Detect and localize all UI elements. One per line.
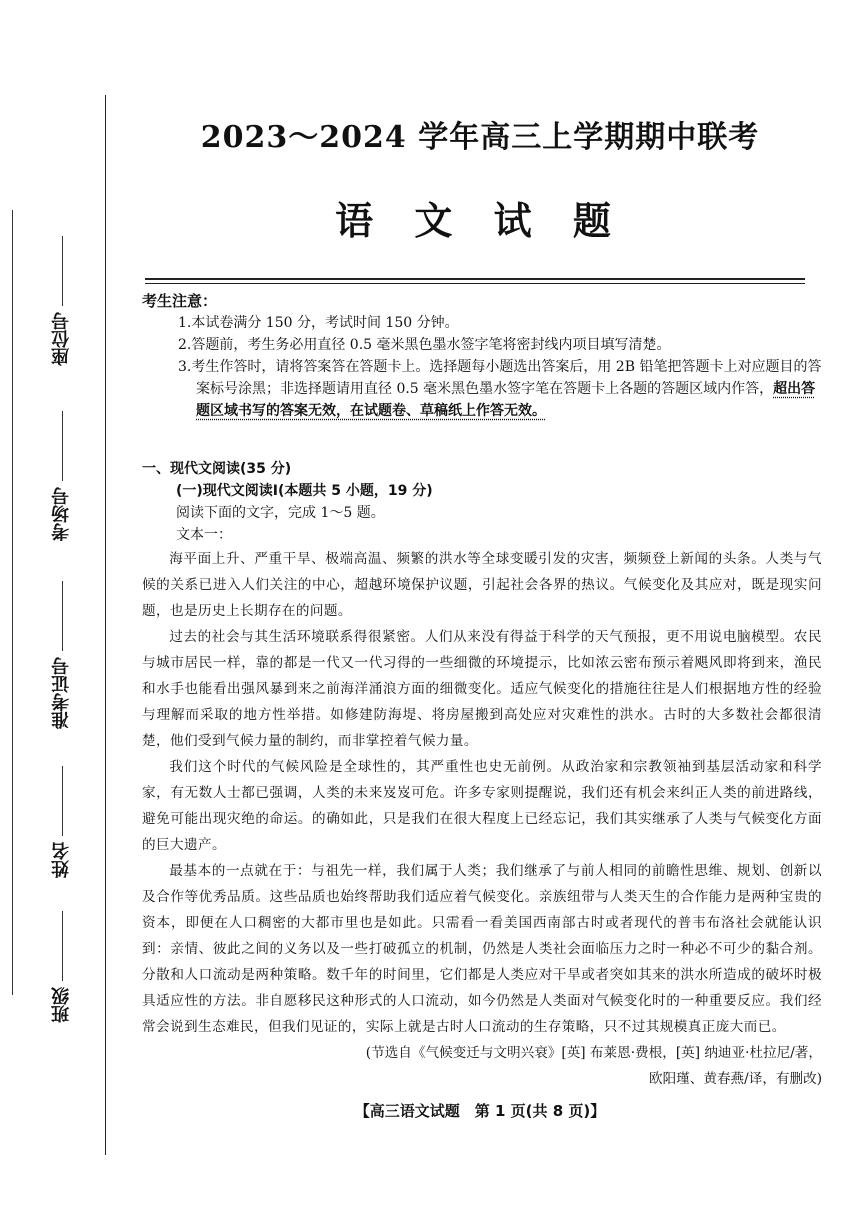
binding-line: [105, 95, 106, 1155]
class-label: 班级: [51, 987, 72, 1023]
exam-subtitle: 语 文 试 题: [335, 198, 625, 243]
subsection-heading: (一)现代文阅读Ⅰ(本题共 5 小题，19 分): [176, 483, 433, 499]
seal-bracket: [12, 210, 41, 995]
notice-emphasis: 超出答题区域书写的答案无效，在试题卷、草稿纸上作答无效。: [196, 381, 816, 419]
header-rule-top: [145, 278, 805, 280]
seat-number-label: 座位号: [51, 312, 72, 366]
passage: [142, 546, 822, 1040]
admission-number-label: 准考证号: [51, 657, 72, 729]
passage-paragraph: 过去的社会与其生活环境联系得很紧密。人们从来没有得益于科学的天气预报，更不用说电脑模型。农民与城市居民一样，靠的都是一代又一代习得的一些细微的环境提示，比如浓云密布预示着飓风即将到来，渔民和水手也能看出强风暴到来之前海洋涌浪方面的细微变化。适应气候变化的措施往往是人们根据地方性的经验与理解而采取的地方性举措。如修建防海堤、将房屋搬到高处应对灾难性的洪水。古时的大多数社会都很清楚，他们受到气候力量的制约，而非掌控着气候力量。: [142, 629, 822, 749]
section-heading: 一、现代文阅读(35 分): [142, 461, 292, 477]
exam-room-label: 考场号: [51, 487, 72, 541]
section-instruction: 阅读下面的文字，完成 1～5 题。: [176, 505, 385, 521]
seat-number-field: [40, 230, 84, 366]
class-field: [40, 905, 84, 1023]
source-citation-line1: (节选自《气候变迁与文明兴衰》[英] 布莱恩·费根，[英] 纳迪亚·杜拉尼/著，: [365, 1045, 822, 1061]
notice-item: [178, 356, 822, 422]
binding-margin: [0, 0, 110, 1227]
header-rule-bottom: [145, 283, 805, 284]
passage-paragraph: 我们这个时代的气候风险是全球性的，其严重性也史无前例。从政治家和宗教领袖到基层活动家和科学家，有无数人士都已强调，人类的未来岌岌可危。许多专家则提醒说，我们还有机会来纠正人类的前进路线，避免可能出现灾绝的命运。的确如此，只是我们在很大程度上已经忘记，我们其实继承了人类与气候变化方面的巨大遗产。: [142, 759, 822, 853]
notice-item: 2.答题前，考生务必用直径 0.5 毫米黑色墨水签字笔将密封线内项目填写清楚。: [178, 337, 671, 353]
exam-title: 2023～2024 学年高三上学期期中联考: [200, 120, 760, 155]
admission-number-field: [40, 575, 84, 729]
passage-paragraph: 海平面上升、严重干旱、极端高温、频繁的洪水等全球变暖引发的灾害，频频登上新闻的头条。人类与气候的关系已进入人们关注的中心，超越环境保护议题，引起社会各界的热议。气候变化及其应对，既是现实问题，也是历史上长期存在的问题。: [142, 551, 822, 619]
passage-paragraph: 最基本的一点就在于：与祖先一样，我们属于人类；我们继承了与前人相同的前瞻性思维、规划、创新以及合作等优秀品质。这些品质也始终帮助我们适应着气候变化。亲族纽带与人类天生的合作能力是两种宝贵的资本，即便在人口稠密的大都市里也是如此。只需看一看美国西南部古时或者现代的普韦布洛社会就能认识到：亲情、彼此之间的义务以及一些打破孤立的机制，仍然是人类社会面临压力之时一种必不可少的黏合剂。分散和人口流动是两种策略。数千年的时间里，它们都是人类应对干旱或者突如其来的洪水所造成的破坏时极具适应性的方法。非自愿移民这种形式的人口流动，如今仍然是人类面对气候变化时的一种重要反应。我们经常会说到生态难民，但我们见证的，实际上就是古时人口流动的生存策略，只不过其规模真正庞大而已。: [142, 863, 822, 1035]
notice-heading: 考生注意：: [142, 292, 218, 310]
exam-notice: [142, 290, 822, 422]
name-field: [40, 760, 84, 878]
exam-room-field: [40, 405, 84, 541]
source-citation-line2: 欧阳瑾、黄春燕/译，有删改): [648, 1071, 822, 1087]
text-label: 文本一：: [176, 527, 232, 543]
page-footer: 【高三语文试题 第 1 页(共 8 页)】: [354, 1102, 606, 1120]
reading-section: [142, 458, 822, 1092]
notice-item: 1.本试卷满分 150 分，考试时间 150 分钟。: [178, 315, 459, 331]
name-label: 姓名: [51, 842, 72, 878]
notice-item-text: 3.考生作答时，请将答案答在答题卡上。选择题每小题选出答案后，用 2B 铅笔把答题卡上对应题目的答案标号涂黑；非选择题请用直径 0.5 毫米黑色墨水签字笔在答题卡上各题的答题区域内作答，: [178, 359, 822, 397]
